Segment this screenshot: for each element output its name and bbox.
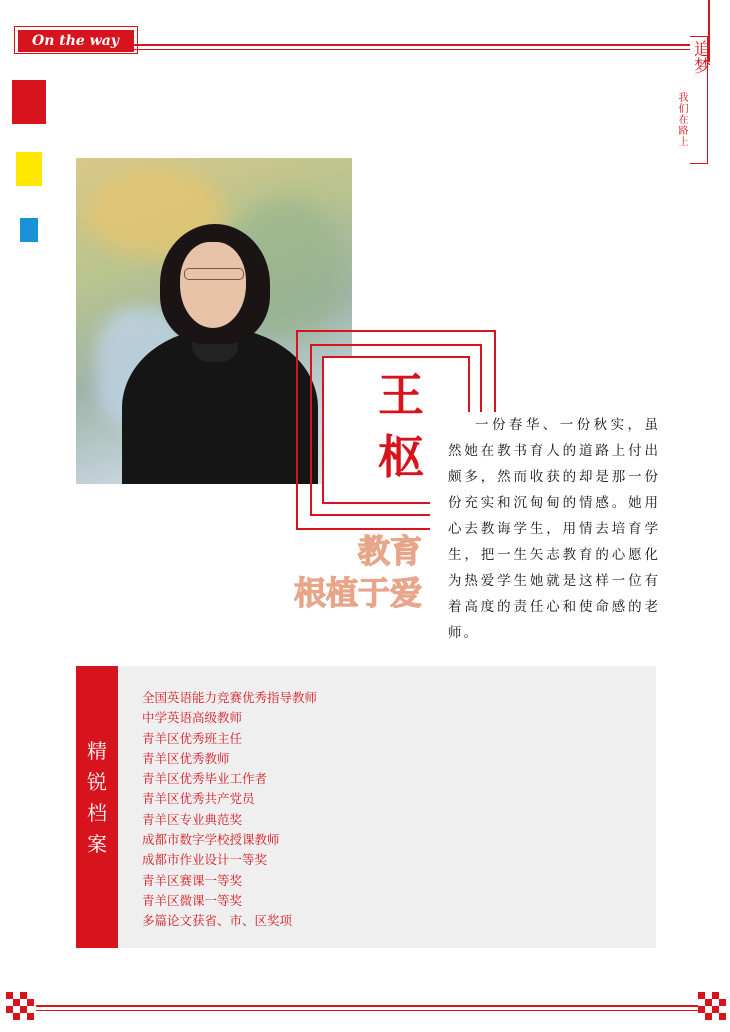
honor-item: 成都市数字学校授课教师 [142,832,280,848]
honor-item: 青羊区优秀毕业工作者 [142,771,268,787]
yellow-square [16,152,42,186]
honors-list [142,688,622,932]
honor-item: 青羊区优秀教师 [142,750,230,766]
profile-quote: 一份春华、一份秋实，虽然她在教书育人的道路上付出颇多，然而收获的却是那一份份充实和沉甸甸的情感。她用心去教诲学生，用情去培育学生，把一生矢志教育的心愿化为热爱学生她就是这样一位有着高度的责任心和使命感的老师。 [448,417,660,641]
footer-rule [36,1005,698,1007]
footer-rule-thin [36,1010,698,1011]
blue-square [20,218,38,242]
archive-title-char: 档 [87,801,107,825]
honor-item: 中学英语高级教师 [142,710,243,726]
slogan-line-2: 根植于爱 [293,574,422,612]
checker-ornament-left [6,992,34,1020]
honor-item: 成都市作业设计一等奖 [142,852,268,868]
slogan [240,530,422,614]
header-tag: On the way [18,30,134,52]
honor-item: 青羊区优秀班主任 [142,730,243,746]
side-title: 追梦 [690,40,710,74]
honor-item: 青羊区专业典范奖 [142,811,243,827]
side-subtitle: 我们在路上 [676,92,687,147]
honor-item: 多篇论文获省、市、区奖项 [142,913,293,929]
header-rule [134,44,690,46]
honor-item: 青羊区微课一等奖 [142,892,243,908]
checker-ornament-right [698,992,726,1020]
honor-item: 青羊区赛课一等奖 [142,872,243,888]
honor-item: 全国英语能力竞赛优秀指导教师 [142,690,318,705]
archive-title-char: 案 [87,832,107,856]
honor-item: 青羊区优秀共产党员 [142,791,255,807]
archive-title-char: 精 [87,739,107,763]
header-rule-thin [134,49,690,50]
archive-title [76,736,118,860]
archive-title-char: 锐 [87,770,107,794]
red-square [12,80,46,124]
teacher-name: 王 枢 [378,368,424,484]
slogan-line-1: 教育 [357,532,422,570]
